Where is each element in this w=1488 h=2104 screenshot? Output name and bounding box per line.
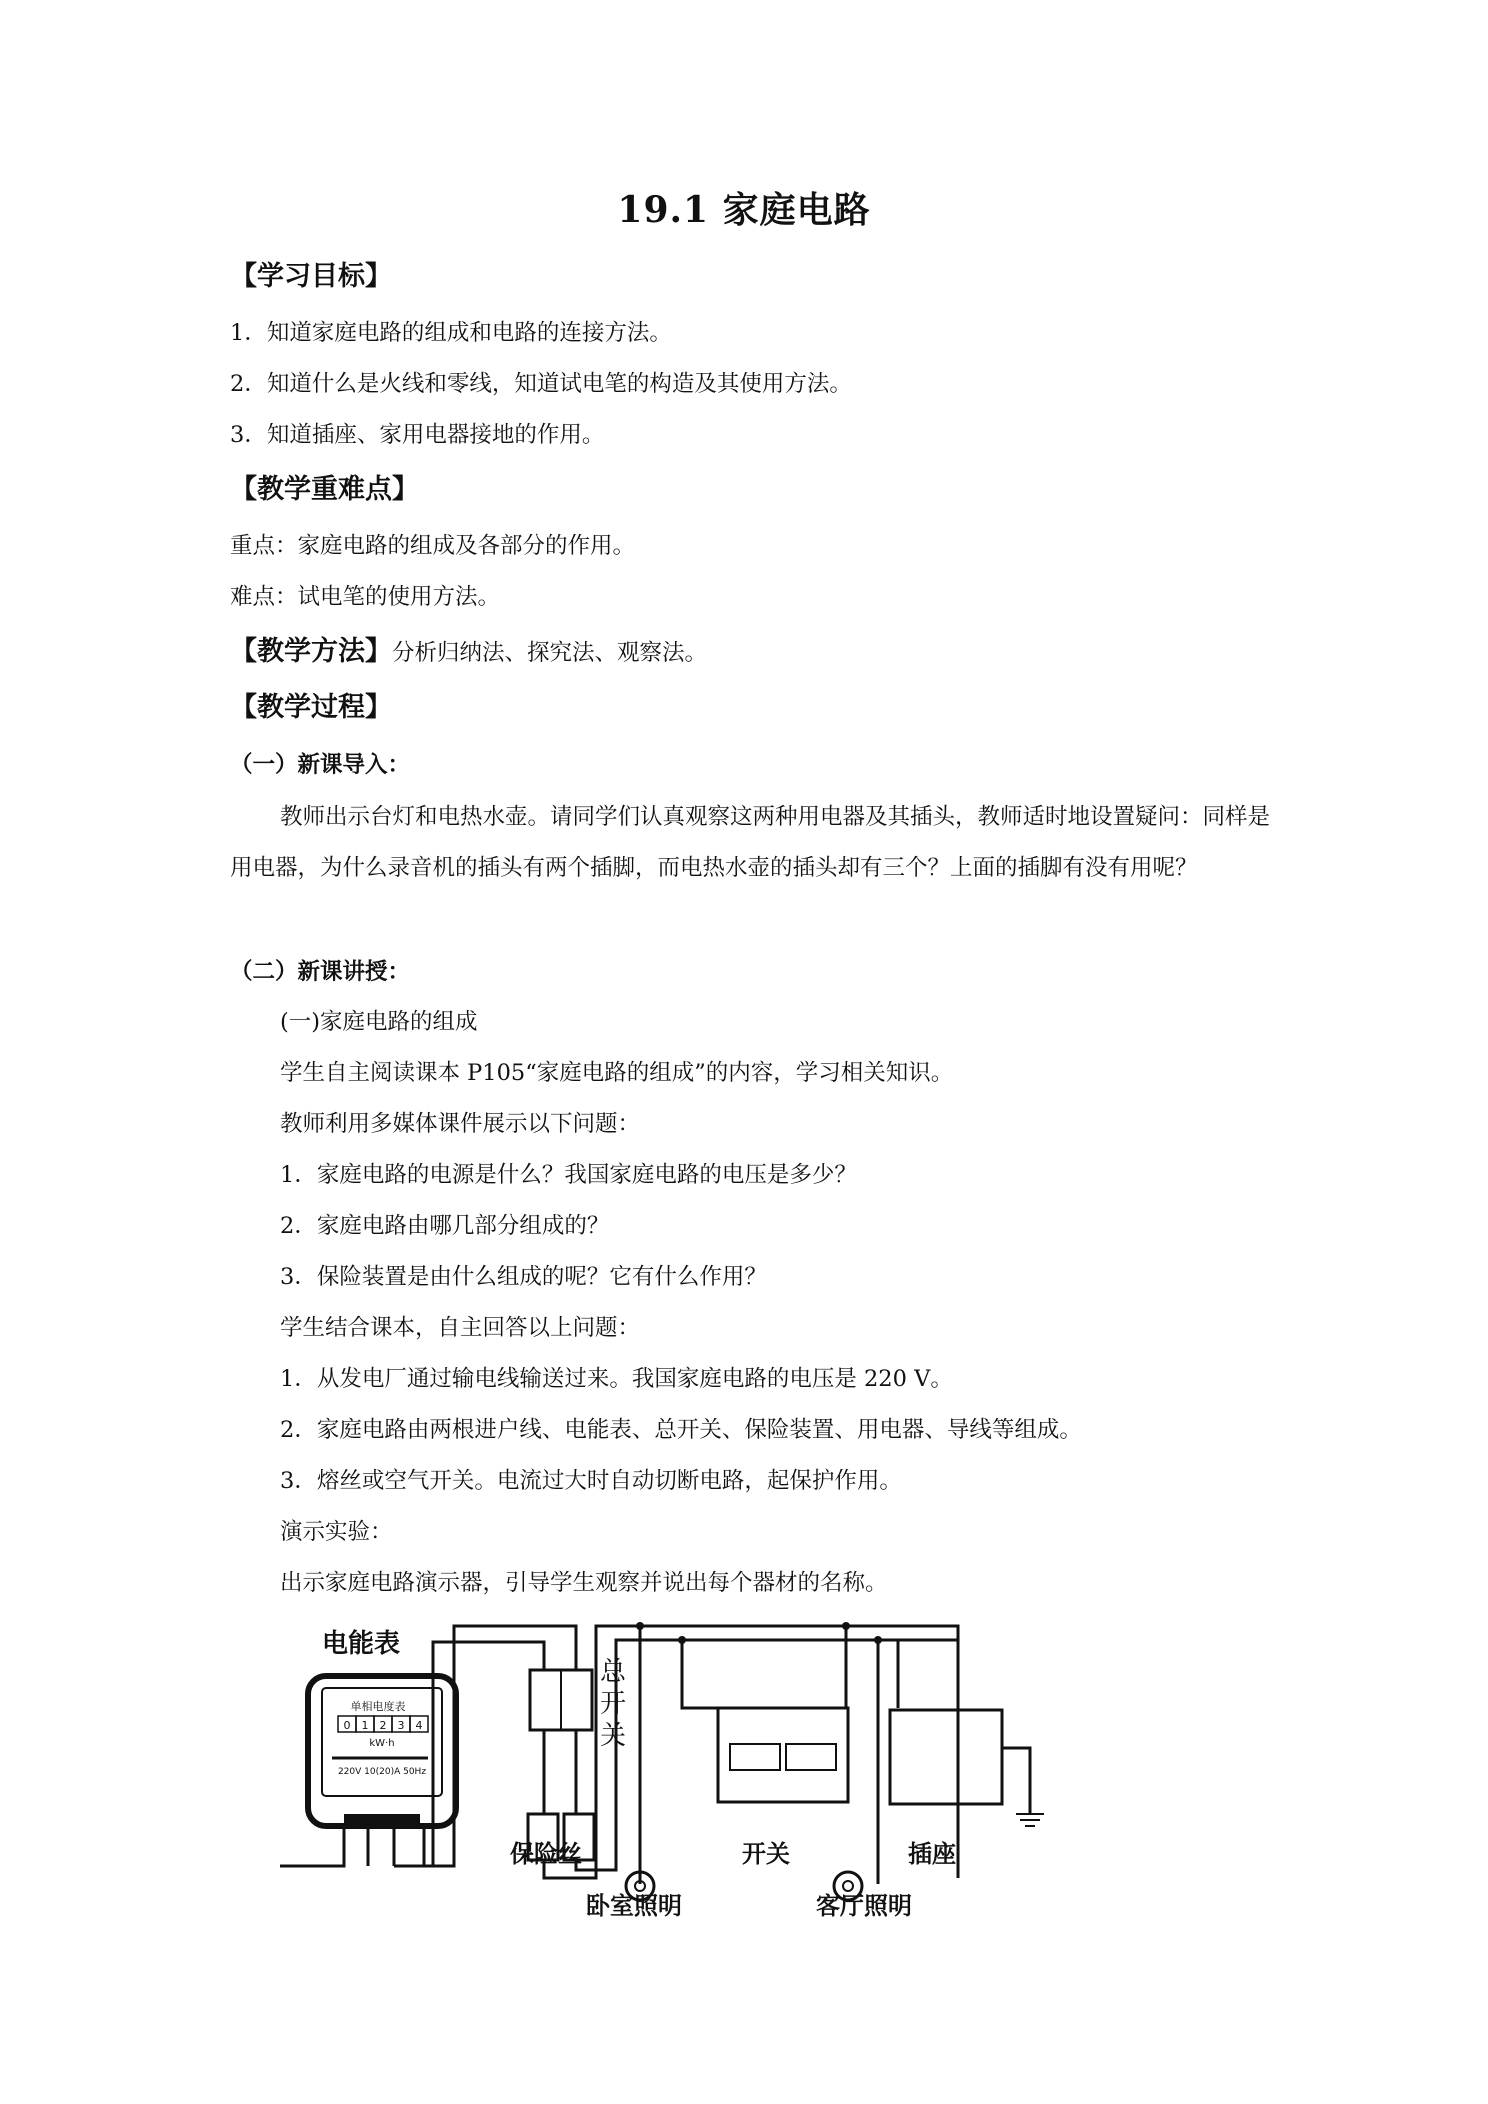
meter-wire-left [280, 1824, 344, 1866]
neutral-bus [576, 1640, 958, 1870]
lecture-line: 出示家庭电路演示器，引导学生观察并说出每个器材的名称。 [280, 1570, 888, 1596]
goal-item-1: 1．知道家庭电路的组成和电路的连接方法。 [230, 320, 672, 346]
meter-digit: 4 [415, 1719, 423, 1732]
difficult-point: 难点：试电笔的使用方法。 [230, 584, 501, 610]
lecture-line: 教师利用多媒体课件展示以下问题： [280, 1111, 641, 1137]
household-circuit-diagram [278, 1618, 1068, 1918]
goal-item-3: 3．知道插座、家用电器接地的作用。 [230, 422, 605, 448]
method-line [230, 637, 707, 668]
section-heading-key-points: 【教学重难点】 [230, 474, 419, 505]
section-heading-process: 【教学过程】 [230, 692, 392, 723]
section-heading-method: 【教学方法】 [230, 636, 392, 667]
page-title: 19.1 家庭电路 [617, 189, 871, 231]
meter-digit: 3 [397, 1719, 405, 1732]
lecture-line: 3．保险装置是由什么组成的呢？它有什么作用？ [280, 1264, 767, 1290]
lecture-heading: （二）新课讲授： [230, 959, 411, 985]
socket-box [890, 1710, 1002, 1804]
lecture-line: 学生结合课本，自主回答以上问题： [280, 1315, 641, 1341]
lecture-line: 演示实验： [280, 1519, 393, 1545]
socket-label: 插座 [908, 1840, 956, 1868]
goal-item-2: 2．知道什么是火线和零线，知道试电笔的构造及其使用方法。 [230, 371, 852, 397]
meter-to-switch-wire-2 [424, 1626, 576, 1866]
ground-symbol [1016, 1814, 1044, 1826]
living-branch [846, 1626, 878, 1884]
intro-paragraph: 教师出示台灯和电热水壶。请同学们认真观察这两种用电器及其插头，教师适时地设置疑问：同样是用电器，为什么录音机的插头有两个插脚，而电热水壶的插头却有三个？上面的插脚有没有用呢？ [230, 804, 1271, 881]
meter-title: 单相电度表 [350, 1700, 406, 1713]
fuse-label: 保险丝 [510, 1840, 582, 1868]
meter-digit: 1 [361, 1719, 369, 1732]
meter-unit: kW·h [369, 1738, 395, 1749]
meter-spec: 220V 10(20)A 50Hz [337, 1767, 427, 1777]
switch-label: 开关 [742, 1840, 790, 1868]
lecture-line: 1．家庭电路的电源是什么？我国家庭电路的电压是多少？ [280, 1162, 857, 1188]
living-lighting-label: 客厅照明 [816, 1892, 912, 1918]
method-text: 分析归纳法、探究法、观察法。 [392, 640, 708, 666]
ground-wire [1002, 1748, 1030, 1814]
lecture-line: (一)家庭电路的组成 [280, 1009, 478, 1035]
bedroom-lighting-label: 卧室照明 [586, 1892, 682, 1918]
key-point: 重点：家庭电路的组成及各部分的作用。 [230, 533, 636, 559]
main-switch-label: 总 [600, 1657, 627, 1687]
lecture-line: 3．熔丝或空气开关。电流过大时自动切断电路，起保护作用。 [280, 1468, 902, 1494]
lecture-line: 学生自主阅读课本 P105“家庭电路的组成”的内容，学习相关知识。 [280, 1060, 954, 1086]
section-heading-goals: 【学习目标】 [230, 261, 392, 292]
main-switch-label: 关 [600, 1721, 627, 1751]
intro-heading: （一）新课导入： [230, 752, 411, 778]
lecture-line: 2．家庭电路由两根进户线、电能表、总开关、保险装置、用电器、导线等组成。 [280, 1417, 1082, 1443]
meter-label: 电能表 [322, 1629, 401, 1659]
main-switch-label: 开 [600, 1689, 627, 1719]
meter-digit: 2 [379, 1719, 387, 1732]
meter-digit: 0 [343, 1719, 351, 1732]
lecture-line: 2．家庭电路由哪几部分组成的？ [280, 1213, 610, 1239]
lecture-line: 1．从发电厂通过输电线输送过来。我国家庭电路的电压是 220 V。 [280, 1366, 953, 1392]
switch-box [718, 1708, 848, 1802]
bedroom-branch-switch [682, 1640, 736, 1708]
